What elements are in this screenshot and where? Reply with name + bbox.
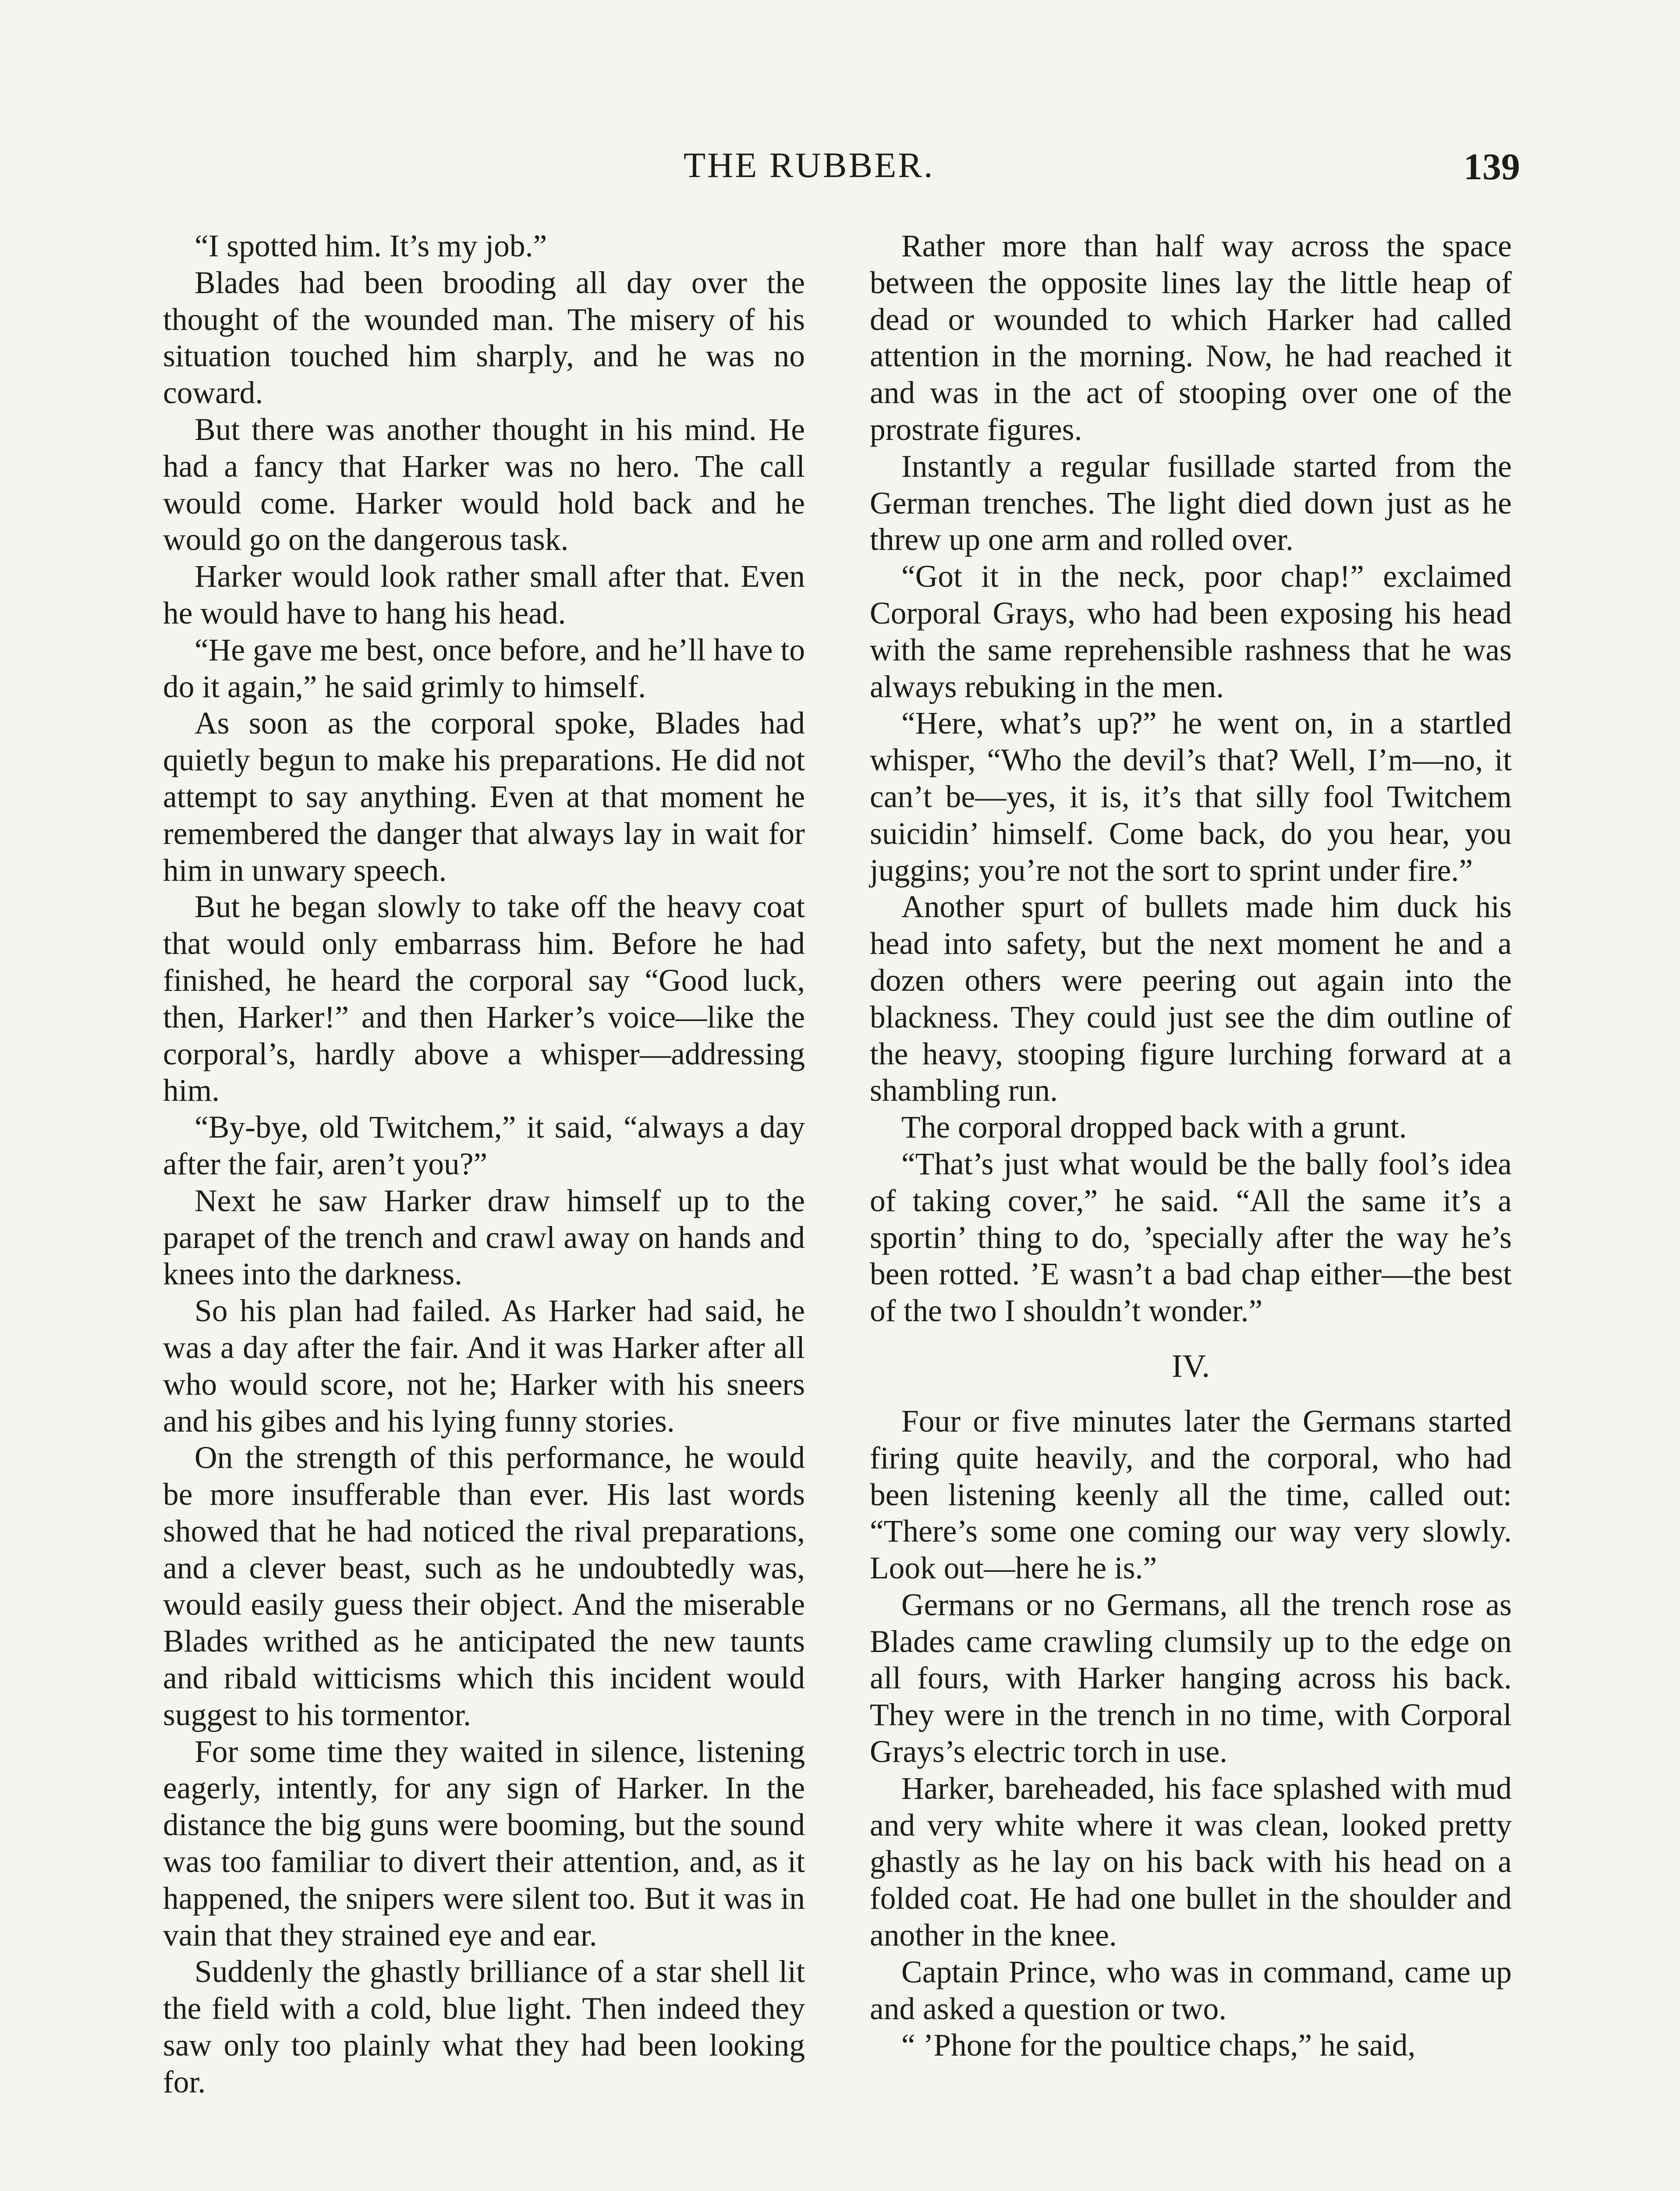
paragraph: Germans or no Germans, all the trench rose as Blades came crawling clumsily up to the edge on all fours, with Harker hanging across his back. They were in the trench in no time, with Corporal Grays’s electric torch in use.: [870, 1587, 1512, 1769]
paragraph: “He gave me best, once before, and he’ll have to do it again,” he said grimly to himself.: [163, 632, 805, 704]
paragraph: Blades had been brooding all day over the thought of the wounded man. The misery of his situation touched him sharply, and he was no coward.: [163, 265, 805, 411]
paragraph: On the strength of this performance, he would be more insufferable than ever. His last words showed that he had noticed the rival preparations, and a clever beast, such as he undoubtedly was, would easily guess their object. And the miserable Blades writhed as he anticipated the new taunts and ribald witticisms which this incident would suggest to his tormentor.: [163, 1440, 805, 1732]
paragraph: Harker would look rather small after that. Even he would have to hang his head.: [163, 559, 805, 631]
section-heading: IV.: [1171, 1348, 1210, 1384]
paragraph: Instantly a regular fusillade started from the German trenches. The light died down just as he threw up one arm and rolled over.: [870, 449, 1512, 557]
paragraph: Rather more than half way across the space between the opposite lines lay the little heap of dead or wounded to which Harker had called attention in the morning. Now, he had reached it and was in the act of stooping over one of the prostrate figures.: [870, 229, 1512, 447]
paragraph: For some time they waited in silence, listening eagerly, intently, for any sign of Harker. In the distance the big guns were booming, but the sound was too familiar to divert their attention, and, as it happened, the snipers were silent too. But it was in vain that they strained eye and ear.: [163, 1734, 805, 1953]
page-number: 139: [1464, 145, 1520, 188]
right-column: [870, 228, 1512, 2064]
paragraph: As soon as the corporal spoke, Blades had quietly begun to make his preparations. He did not attempt to say anything. Even at that moment he remembered the danger that always lay in wait for him in unwary speech.: [163, 706, 805, 888]
paragraph: “Here, what’s up?” he went on, in a startled whisper, “Who the devil’s that? Well, I’m—no, it can’t be—yes, it is, it’s that silly fool Twitchem suicidin’ himself. Come back, do you hear, you juggins; you’re not the sort to sprint under fire.”: [870, 706, 1512, 888]
paragraph: But there was another thought in his mind. He had a fancy that Harker was no hero. The call would come. Harker would hold back and he would go on the dangerous task.: [163, 412, 805, 557]
paragraph: Four or five minutes later the Germans started firing quite heavily, and the corporal, who had been listening keenly all the time, called out: “There’s some one coming our way very slowly. Look out—here he is.”: [870, 1404, 1512, 1586]
running-header: [0, 145, 1680, 193]
paragraph: Another spurt of bullets made him duck his head into safety, but the next moment he and a dozen others were peering out again into the blackness. They could just see the dim outline of the heavy, stooping figure lurching forward at a shambling run.: [870, 890, 1512, 1108]
left-column: [163, 228, 805, 2101]
paragraph: “By-bye, old Twitchem,” it said, “always a day after the fair, aren’t you?”: [163, 1110, 805, 1181]
paragraph: Suddenly the ghastly brilliance of a star shell lit the field with a cold, blue light. Then indeed they saw only too plainly what they had been looking for.: [163, 1954, 805, 2099]
paragraph: Harker, bareheaded, his face splashed with mud and very white where it was clean, looked pretty ghastly as he lay on his back with his head on a folded coat. He had one bullet in the shoulder and another in the knee.: [870, 1771, 1512, 1953]
paragraph: “That’s just what would be the bally fool’s idea of taking cover,” he said. “All the same it’s a sportin’ thing to do, ’specially after the way he’s been rotted. ’E wasn’t a bad chap either—the best of the two I shouldn’t wonder.”: [870, 1146, 1512, 1329]
paragraph: “I spotted him. It’s my job.”: [195, 229, 547, 263]
paragraph: So his plan had failed. As Harker had said, he was a day after the fair. And it was Harker after all who would score, not he; Harker with his sneers and his gibes and his lying funny stories.: [163, 1294, 805, 1439]
paragraph: But he began slowly to take off the heavy coat that would only embarrass him. Before he had finished, he heard the corporal say “Good luck, then, Harker!” and then Harker’s voice—like the corporal’s, hardly above a whisper—addressing him.: [163, 890, 805, 1108]
paragraph: “ ’Phone for the poultice chaps,” he said,: [901, 2028, 1416, 2063]
paragraph: “Got it in the neck, poor chap!” exclaimed Corporal Grays, who had been exposing his head with the same reprehensible rashness that he was always rebuking in the men.: [870, 559, 1512, 704]
running-title: THE RUBBER.: [684, 145, 935, 185]
paragraph: The corporal dropped back with a grunt.: [901, 1110, 1407, 1145]
paragraph: Next he saw Harker draw himself up to the parapet of the trench and crawl away on hands and knees into the darkness.: [163, 1183, 805, 1292]
paragraph: Captain Prince, who was in command, came up and asked a question or two.: [870, 1954, 1512, 2026]
